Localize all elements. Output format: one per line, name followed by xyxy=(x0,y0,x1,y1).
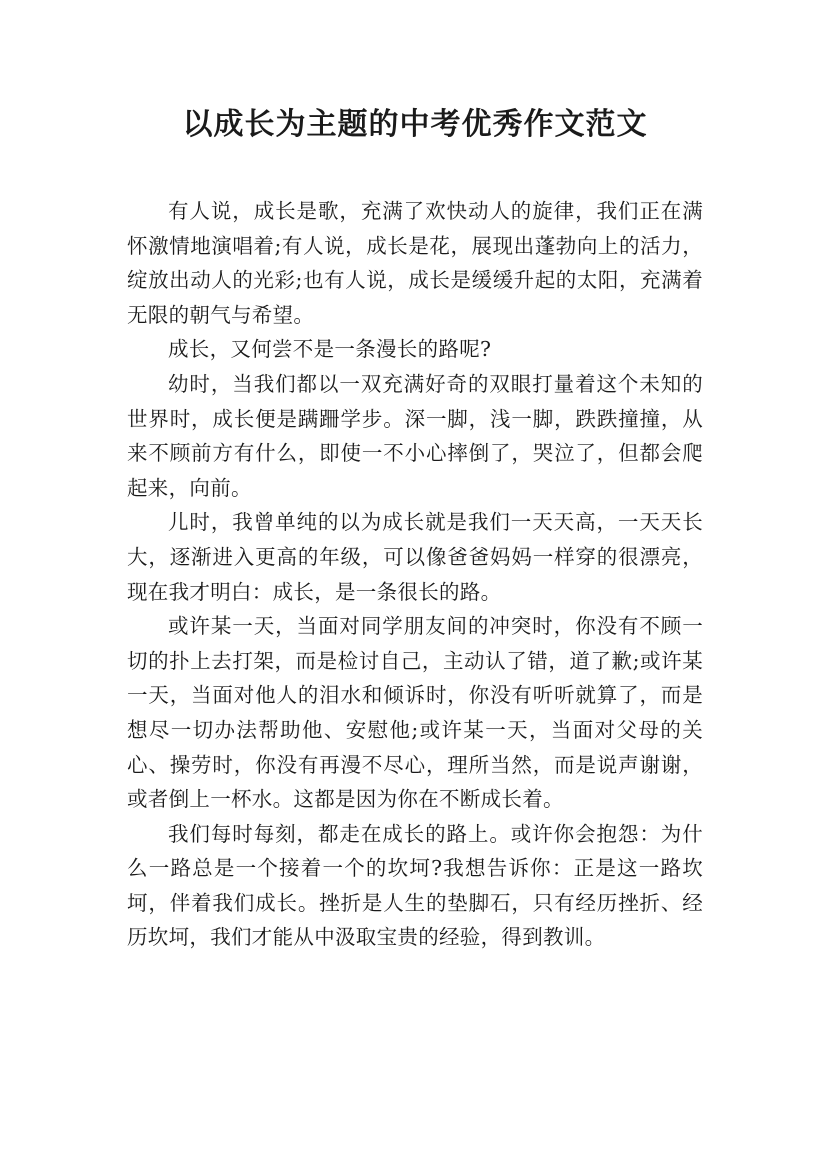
document-body xyxy=(127,194,703,955)
paragraph-6: 我们每时每刻，都走在成长的路上。或许你会抱怨：为什么一路总是一个接着一个的坎坷?我想告诉你：正是这一路坎坷，伴着我们成长。挫折是人生的垫脚石，只有经历挫折、经历坎坷，我们才能从中汲取宝贵的经验，得到教训。 xyxy=(127,821,703,950)
paragraph-4: 儿时，我曾单纯的以为成长就是我们一天天高，一天天长大，逐渐进入更高的年级，可以像爸爸妈妈一样穿的很漂亮，现在我才明白：成长，是一条很长的路。 xyxy=(127,510,703,604)
paragraph-1: 有人说，成长是歌，充满了欢快动人的旋律，我们正在满怀激情地演唱着;有人说，成长是花，展现出蓬勃向上的活力，绽放出动人的光彩;也有人说，成长是缓缓升起的太阳，充满着无限的朝气与希望。 xyxy=(127,199,703,327)
paragraph-2: 成长，又何尝不是一条漫长的路呢? xyxy=(168,337,492,362)
document-page xyxy=(127,0,703,955)
paragraph-5: 或许某一天，当面对同学朋友间的冲突时，你没有不顾一切的扑上去打架，而是检讨自己，主动认了错，道了歉;或许某一天，当面对他人的泪水和倾诉时，你没有听听就算了，而是想尽一切办法帮助他、安慰他;或许某一天，当面对父母的关心、操劳时，你没有再漫不尽心，理所当然，而是说声谢谢，或者倒上一杯水。这都是因为你在不断成长着。 xyxy=(127,614,703,812)
paragraph-3: 幼时，当我们都以一双充满好奇的双眼打量着这个未知的世界时，成长便是蹒跚学步。深一脚，浅一脚，跌跌撞撞，从来不顾前方有什么，即使一不小心摔倒了，哭泣了，但都会爬起来，向前。 xyxy=(127,371,703,500)
document-title: 以成长为主题的中考优秀作文范文 xyxy=(182,107,648,142)
